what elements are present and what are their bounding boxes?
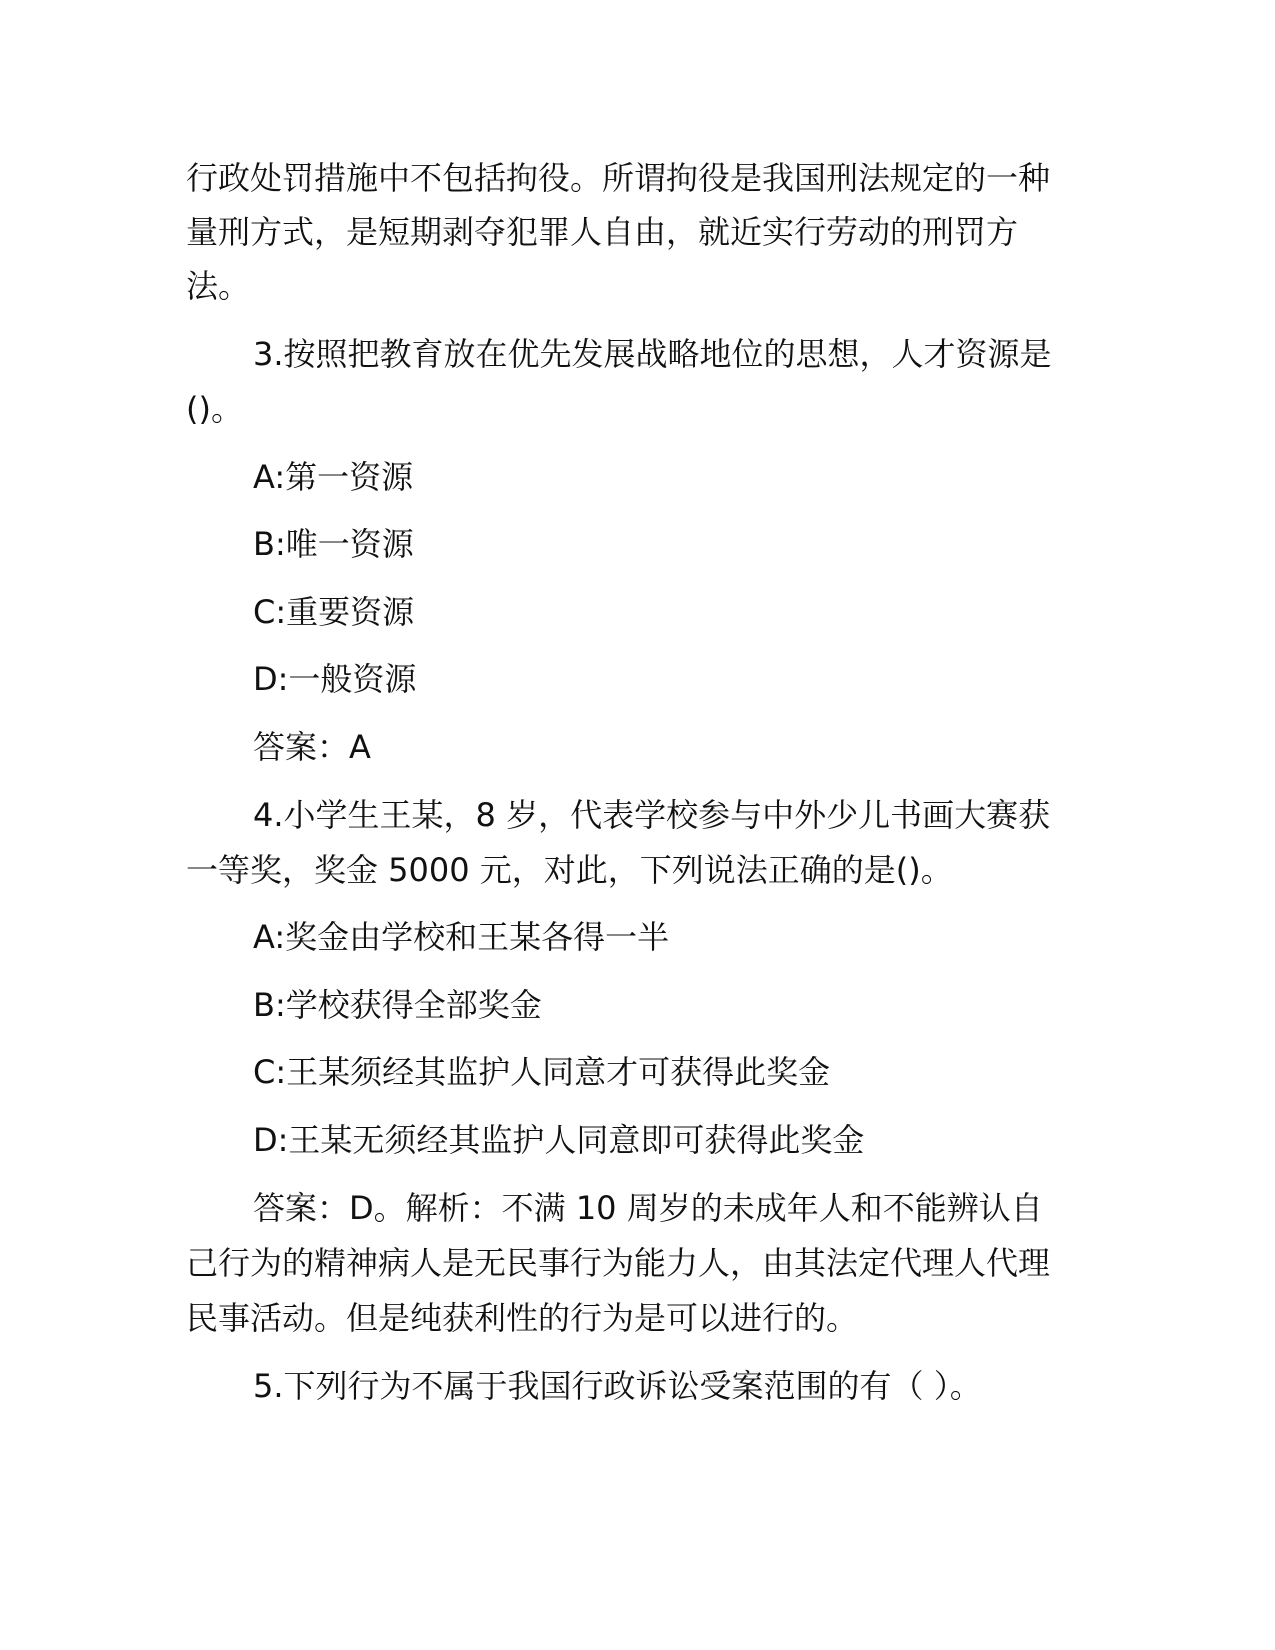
question-3: 3.按照把教育放在优先发展战略地位的思想，人才资源是 <box>253 335 1052 373</box>
option-b: B:学校获得全部奖金 <box>253 986 542 1024</box>
text-line: 一等奖，奖金 5000 元，对此，下列说法正确的是()。 <box>186 851 953 889</box>
option-c: C:重要资源 <box>253 593 415 631</box>
answer: 答案：A <box>253 728 371 766</box>
question-5: 5.下列行为不属于我国行政诉讼受案范围的有（ ）。 <box>253 1367 982 1405</box>
text-line: ()。 <box>186 390 243 428</box>
text-line: 民事活动。但是纯获利性的行为是可以进行的。 <box>186 1299 859 1337</box>
text-line: 己行为的精神病人是无民事行为能力人，由其法定代理人代理 <box>186 1244 1051 1282</box>
option-a: A:第一资源 <box>253 458 414 496</box>
text-line: 行政处罚措施中不包括拘役。所谓拘役是我国刑法规定的一种 <box>186 159 1051 197</box>
text-line: 法。 <box>186 267 251 305</box>
option-d: D:一般资源 <box>253 660 417 698</box>
option-a: A:奖金由学校和王某各得一半 <box>253 918 670 956</box>
option-d: D:王某无须经其监护人同意即可获得此奖金 <box>253 1121 865 1159</box>
option-b: B:唯一资源 <box>253 525 414 563</box>
text-line: 量刑方式，是短期剥夺犯罪人自由，就近实行劳动的刑罚方 <box>186 213 1019 251</box>
option-c: C:王某须经其监护人同意才可获得此奖金 <box>253 1053 831 1091</box>
question-4: 4.小学生王某，8 岁，代表学校参与中外少儿书画大赛获 <box>253 796 1051 834</box>
answer: 答案：D。解析：不满 10 周岁的未成年人和不能辨认自 <box>253 1189 1043 1227</box>
